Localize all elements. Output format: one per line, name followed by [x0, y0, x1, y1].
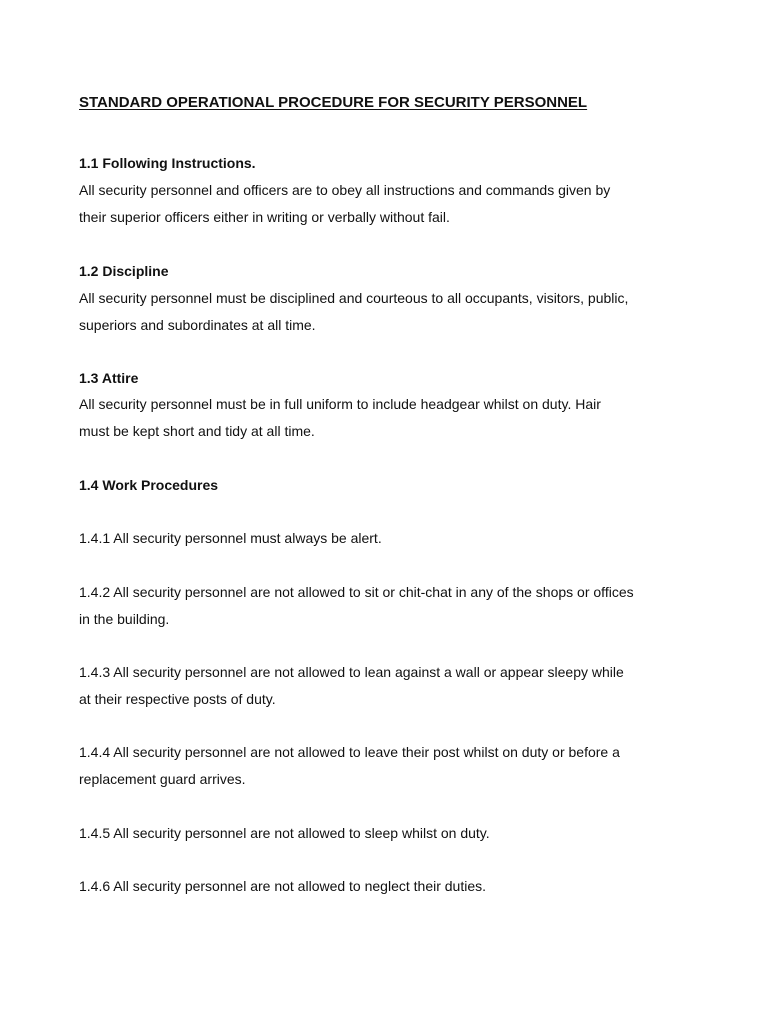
section-heading-attire: 1.3 Attire [79, 370, 139, 386]
paragraph-line: must be kept short and tidy at all time. [79, 423, 315, 439]
paragraph-line: 1.4.6 All security personnel are not allowed to neglect their duties. [79, 878, 487, 894]
paragraph-line: their superior officers either in writing or verbally without fail. [79, 209, 450, 225]
paragraph-line: 1.4.3 All security personnel are not allowed to lean against a wall or appear sleepy while [79, 664, 624, 680]
paragraph-line: 1.4.1 All security personnel must always be alert. [79, 530, 382, 546]
paragraph-line: 1.4.5 All security personnel are not allowed to sleep whilst on duty. [79, 825, 490, 841]
procedure-item-1-4-3 [79, 659, 689, 713]
paragraph-line: at their respective posts of duty. [79, 691, 276, 707]
section-heading-discipline: 1.2 Discipline [79, 263, 169, 279]
paragraph-line: All security personnel must be in full uniform to include headgear whilst on duty. Hair [79, 396, 601, 412]
section-paragraph-discipline [79, 285, 689, 339]
section-paragraph-attire [79, 391, 689, 445]
procedure-item-1-4-2 [79, 579, 689, 633]
paragraph-line: All security personnel must be disciplined and courteous to all occupants, visitors, public, [79, 290, 629, 306]
section-heading-following-instructions: 1.1 Following Instructions. [79, 155, 256, 171]
section-paragraph-following-instructions [79, 177, 689, 231]
procedure-item-1-4-6 [79, 873, 689, 900]
document-title: STANDARD OPERATIONAL PROCEDURE FOR SECURITY PERSONNEL [79, 94, 588, 111]
procedure-item-1-4-4 [79, 739, 689, 793]
paragraph-line: All security personnel and officers are to obey all instructions and commands given by [79, 182, 611, 198]
paragraph-line: replacement guard arrives. [79, 771, 246, 787]
section-heading-work-procedures: 1.4 Work Procedures [79, 477, 219, 493]
paragraph-line: in the building. [79, 611, 170, 627]
procedure-item-1-4-5 [79, 820, 689, 847]
procedure-item-1-4-1 [79, 525, 689, 552]
paragraph-line: 1.4.2 All security personnel are not allowed to sit or chit-chat in any of the shops or offices [79, 584, 634, 600]
paragraph-line: superiors and subordinates at all time. [79, 317, 316, 333]
paragraph-line: 1.4.4 All security personnel are not allowed to leave their post whilst on duty or before a [79, 744, 620, 760]
